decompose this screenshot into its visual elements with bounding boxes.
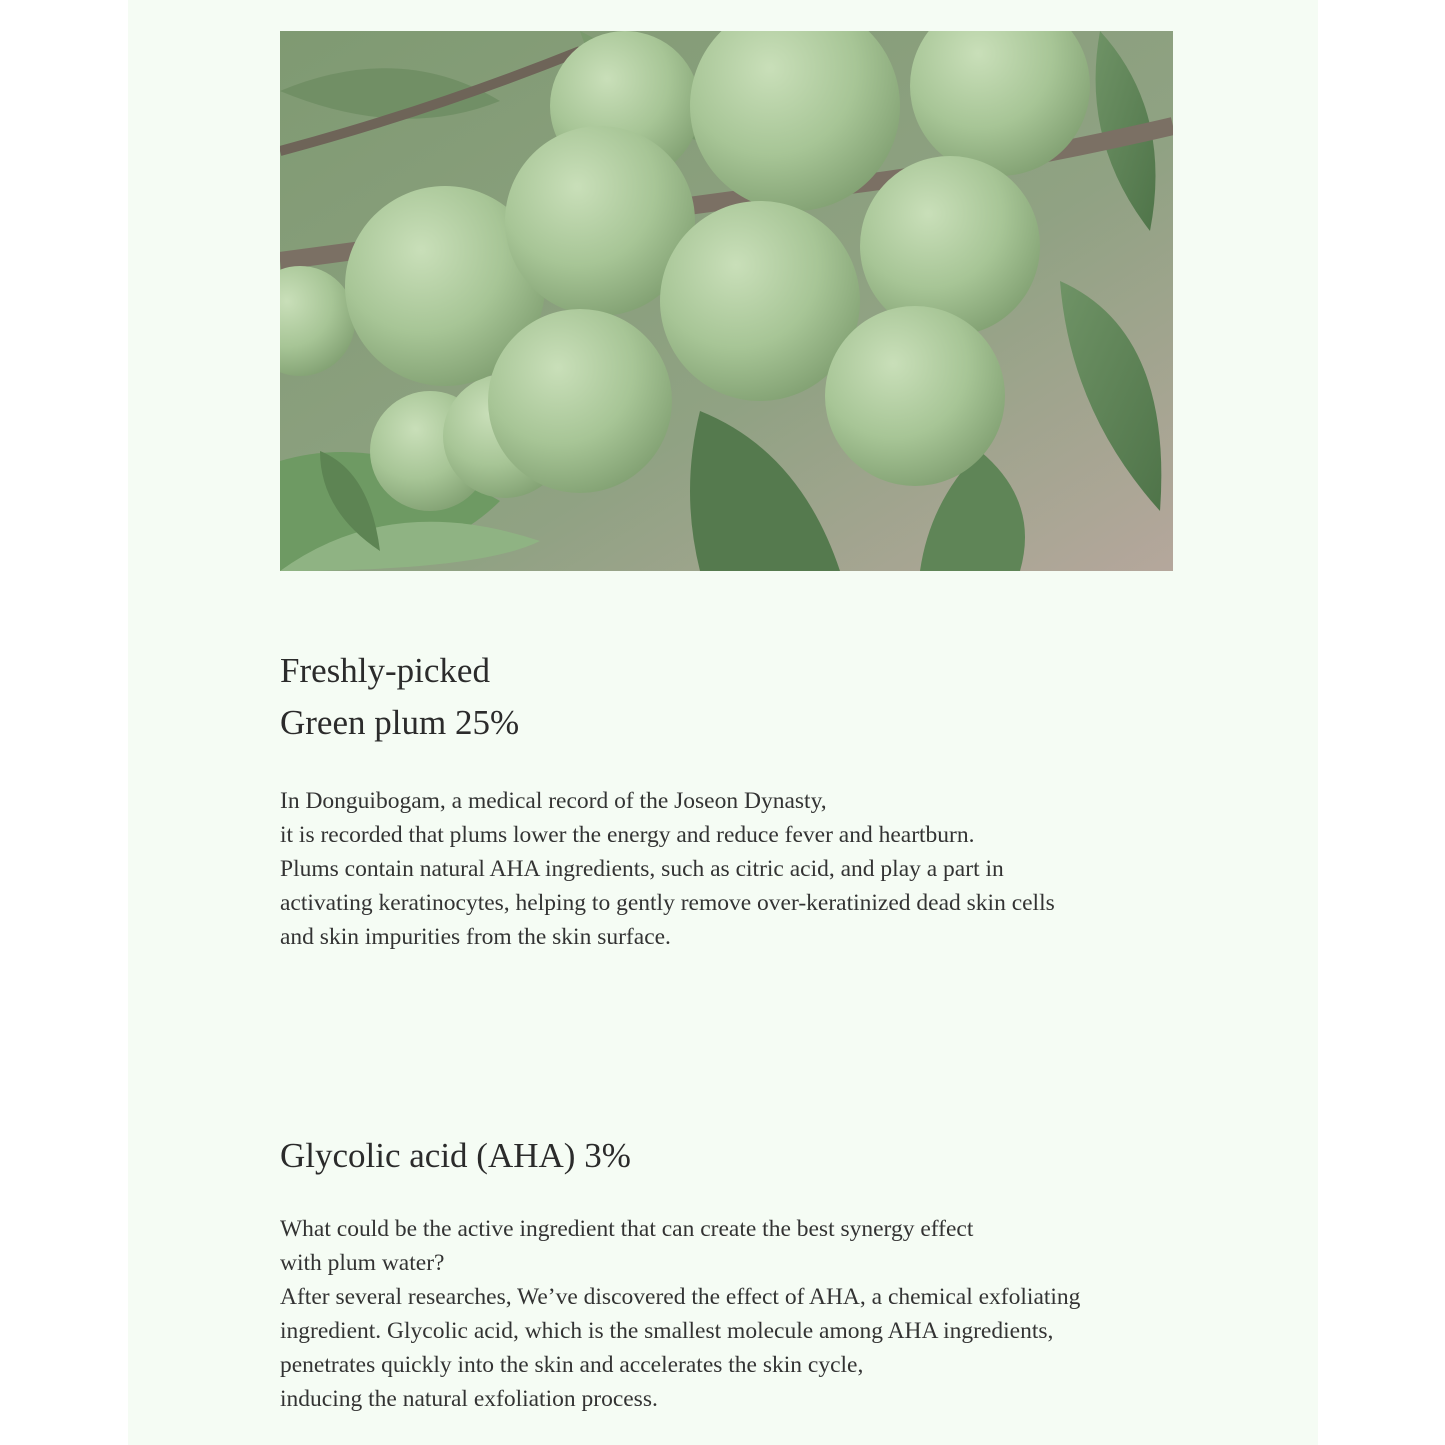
description-line: In Donguibogam, a medical record of the Joseon Dynasty, — [280, 788, 827, 814]
glycolic-acid-heading-line: Glycolic acid (AHA) 3% — [280, 1136, 631, 1175]
green-plum-heading-line: Freshly-picked — [280, 651, 490, 690]
green-plum-description — [280, 784, 1200, 954]
green-plum-photo — [280, 31, 1173, 571]
product-detail-panel — [128, 0, 1318, 1445]
description-line: After several researches, We’ve discovered the effect of AHA, a chemical exfoliating — [280, 1284, 1081, 1310]
glycolic-acid-heading — [280, 1130, 631, 1182]
description-line: activating keratinocytes, helping to gently remove over-keratinized dead skin cells — [280, 890, 1055, 916]
description-line: it is recorded that plums lower the energy and reduce fever and heartburn. — [280, 822, 975, 848]
description-line: and skin impurities from the skin surface. — [280, 924, 671, 950]
green-plums-on-branch-image — [280, 31, 1173, 571]
description-line: What could be the active ingredient that can create the best synergy effect — [280, 1216, 974, 1242]
description-line: ingredient. Glycolic acid, which is the smallest molecule among AHA ingredients, — [280, 1318, 1054, 1344]
glycolic-acid-description — [280, 1212, 1200, 1416]
green-plum-heading-line: Green plum 25% — [280, 703, 520, 742]
description-line: penetrates quickly into the skin and accelerates the skin cycle, — [280, 1352, 864, 1378]
description-line: Plums contain natural AHA ingredients, such as citric acid, and play a part in — [280, 856, 1004, 882]
description-line: with plum water? — [280, 1250, 445, 1276]
green-plum-heading — [280, 645, 519, 749]
description-line: inducing the natural exfoliation process. — [280, 1386, 658, 1412]
